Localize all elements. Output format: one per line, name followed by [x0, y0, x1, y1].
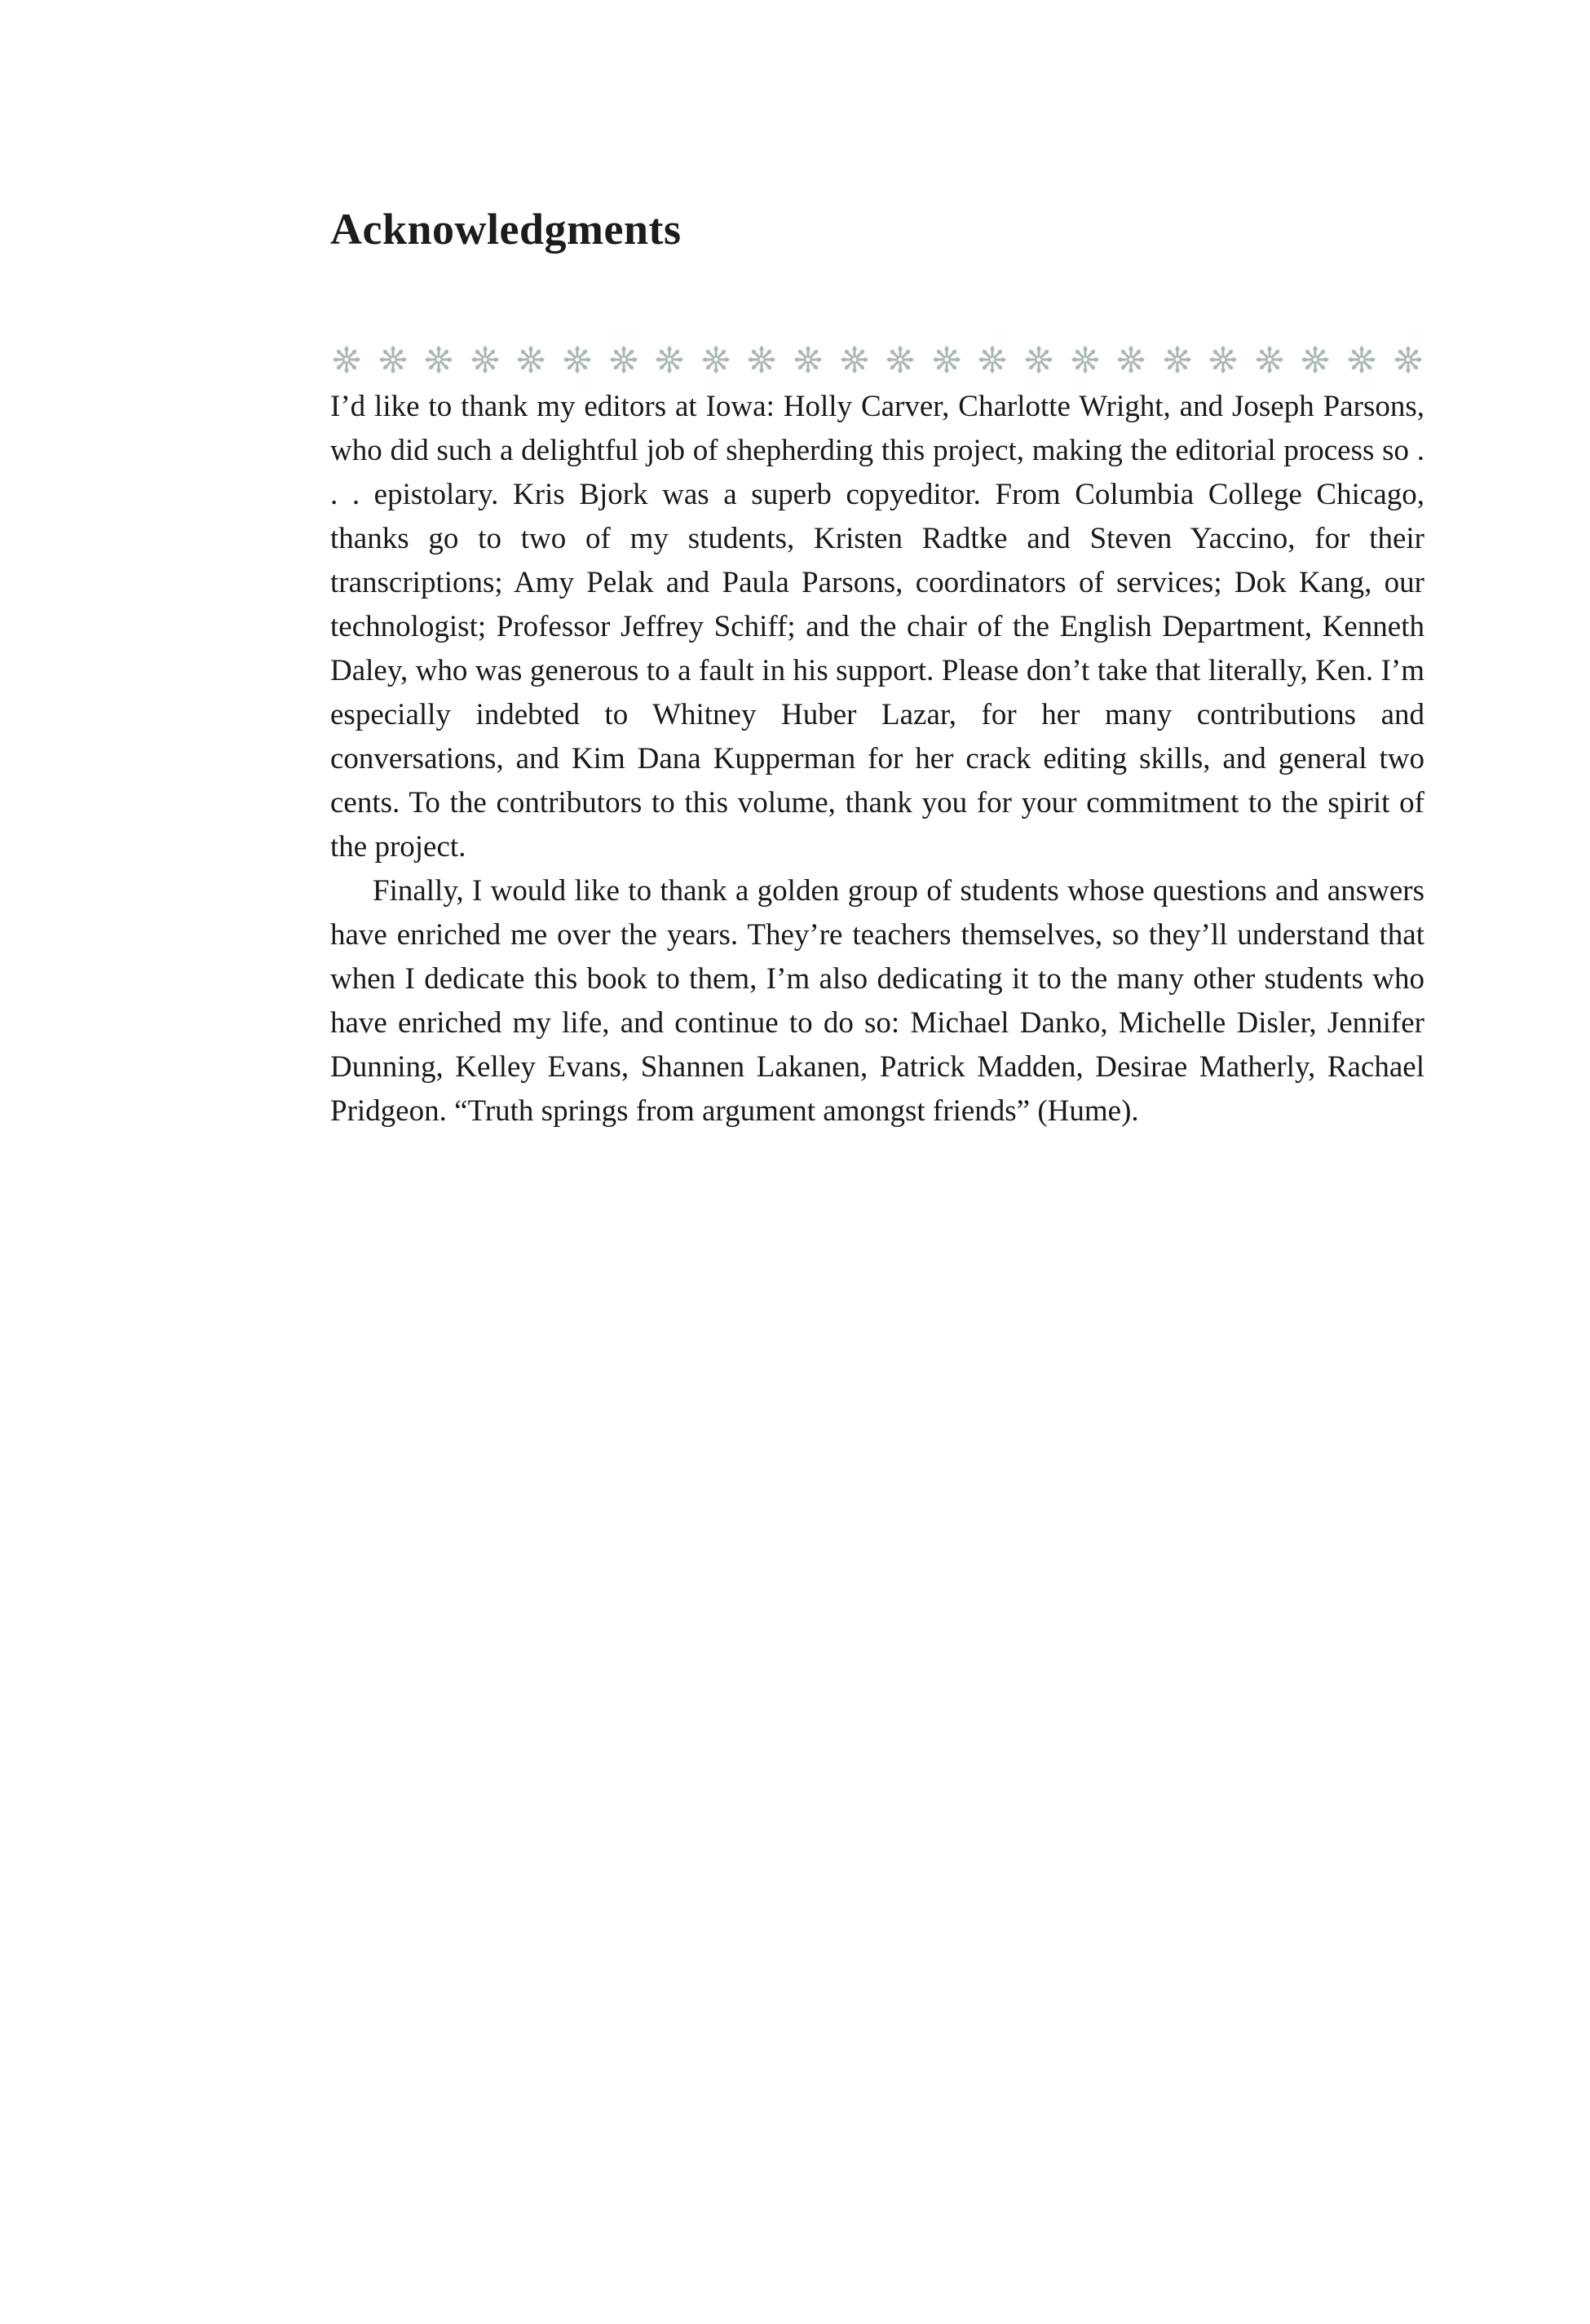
- asterisk-flower-icon: [330, 343, 363, 376]
- page: [330, 0, 1424, 2324]
- ornament-divider: [330, 337, 1424, 382]
- asterisk-flower-icon: [792, 343, 824, 376]
- paragraph-1: I’d like to thank my editors at Iowa: Holly Carver, Charlotte Wright, and Joseph Parsons, who did such a delightful job of shepherding this project, making the editorial process so . . . epistolary. Kris Bjork was a superb copyeditor. From Columbia College Chicago, thanks go to two of my students, Kristen Radtke and Steven Yaccino, for their transcriptions; Amy Pelak and Paula Parsons, coordinators of services; Dok Kang, our technologist; Professor Jeffrey Schiff; and the chair of the English Department, Kenneth Daley, who was generous to a fault in his support. Please don’t take that literally, Ken. I’m especially indebted to Whitney Huber Lazar, for her many contributions and conversations, and Kim Dana Kupperman for her crack editing skills, and general two cents. To the contributors to this volume, thank you for your commitment to the spirit of the project.: [330, 390, 1424, 864]
- page-title: Acknowledgments: [330, 205, 682, 254]
- asterisk-flower-icon: [1253, 343, 1286, 376]
- asterisk-flower-icon: [1345, 343, 1378, 376]
- asterisk-flower-icon: [377, 343, 409, 376]
- asterisk-flower-icon: [1022, 343, 1055, 376]
- asterisk-flower-icon: [838, 343, 871, 376]
- asterisk-flower-icon: [422, 343, 455, 376]
- asterisk-flower-icon: [469, 343, 501, 376]
- body-text: [330, 385, 1424, 1133]
- asterisk-flower-icon: [515, 343, 547, 376]
- asterisk-flower-icon: [930, 343, 963, 376]
- asterisk-flower-icon: [1392, 343, 1424, 376]
- asterisk-flower-icon: [1069, 343, 1102, 376]
- paragraph-2: Finally, I would like to thank a golden group of students whose questions and answers have enriched me over the years. They’re teachers themselves, so they’ll understand that when I dedicate this book to them, I’m also dedicating it to the many other students who have enriched my life, and continue to do so: Michael Danko, Michelle Disler, Jennifer Dunning, Kelley Evans, Shannen Lakanen, Patrick Madden, Desirae Matherly, Rachael Pridgeon. “Truth springs from argument amongst friends” (Hume).: [330, 874, 1424, 1128]
- asterisk-flower-icon: [653, 343, 686, 376]
- asterisk-flower-icon: [700, 343, 732, 376]
- asterisk-flower-icon: [1207, 343, 1239, 376]
- asterisk-flower-icon: [1299, 343, 1332, 376]
- asterisk-flower-icon: [1115, 343, 1147, 376]
- asterisk-flower-icon: [745, 343, 778, 376]
- asterisk-flower-icon: [1161, 343, 1194, 376]
- asterisk-flower-icon: [561, 343, 594, 376]
- asterisk-flower-icon: [976, 343, 1009, 376]
- asterisk-flower-icon: [884, 343, 916, 376]
- asterisk-flower-icon: [607, 343, 640, 376]
